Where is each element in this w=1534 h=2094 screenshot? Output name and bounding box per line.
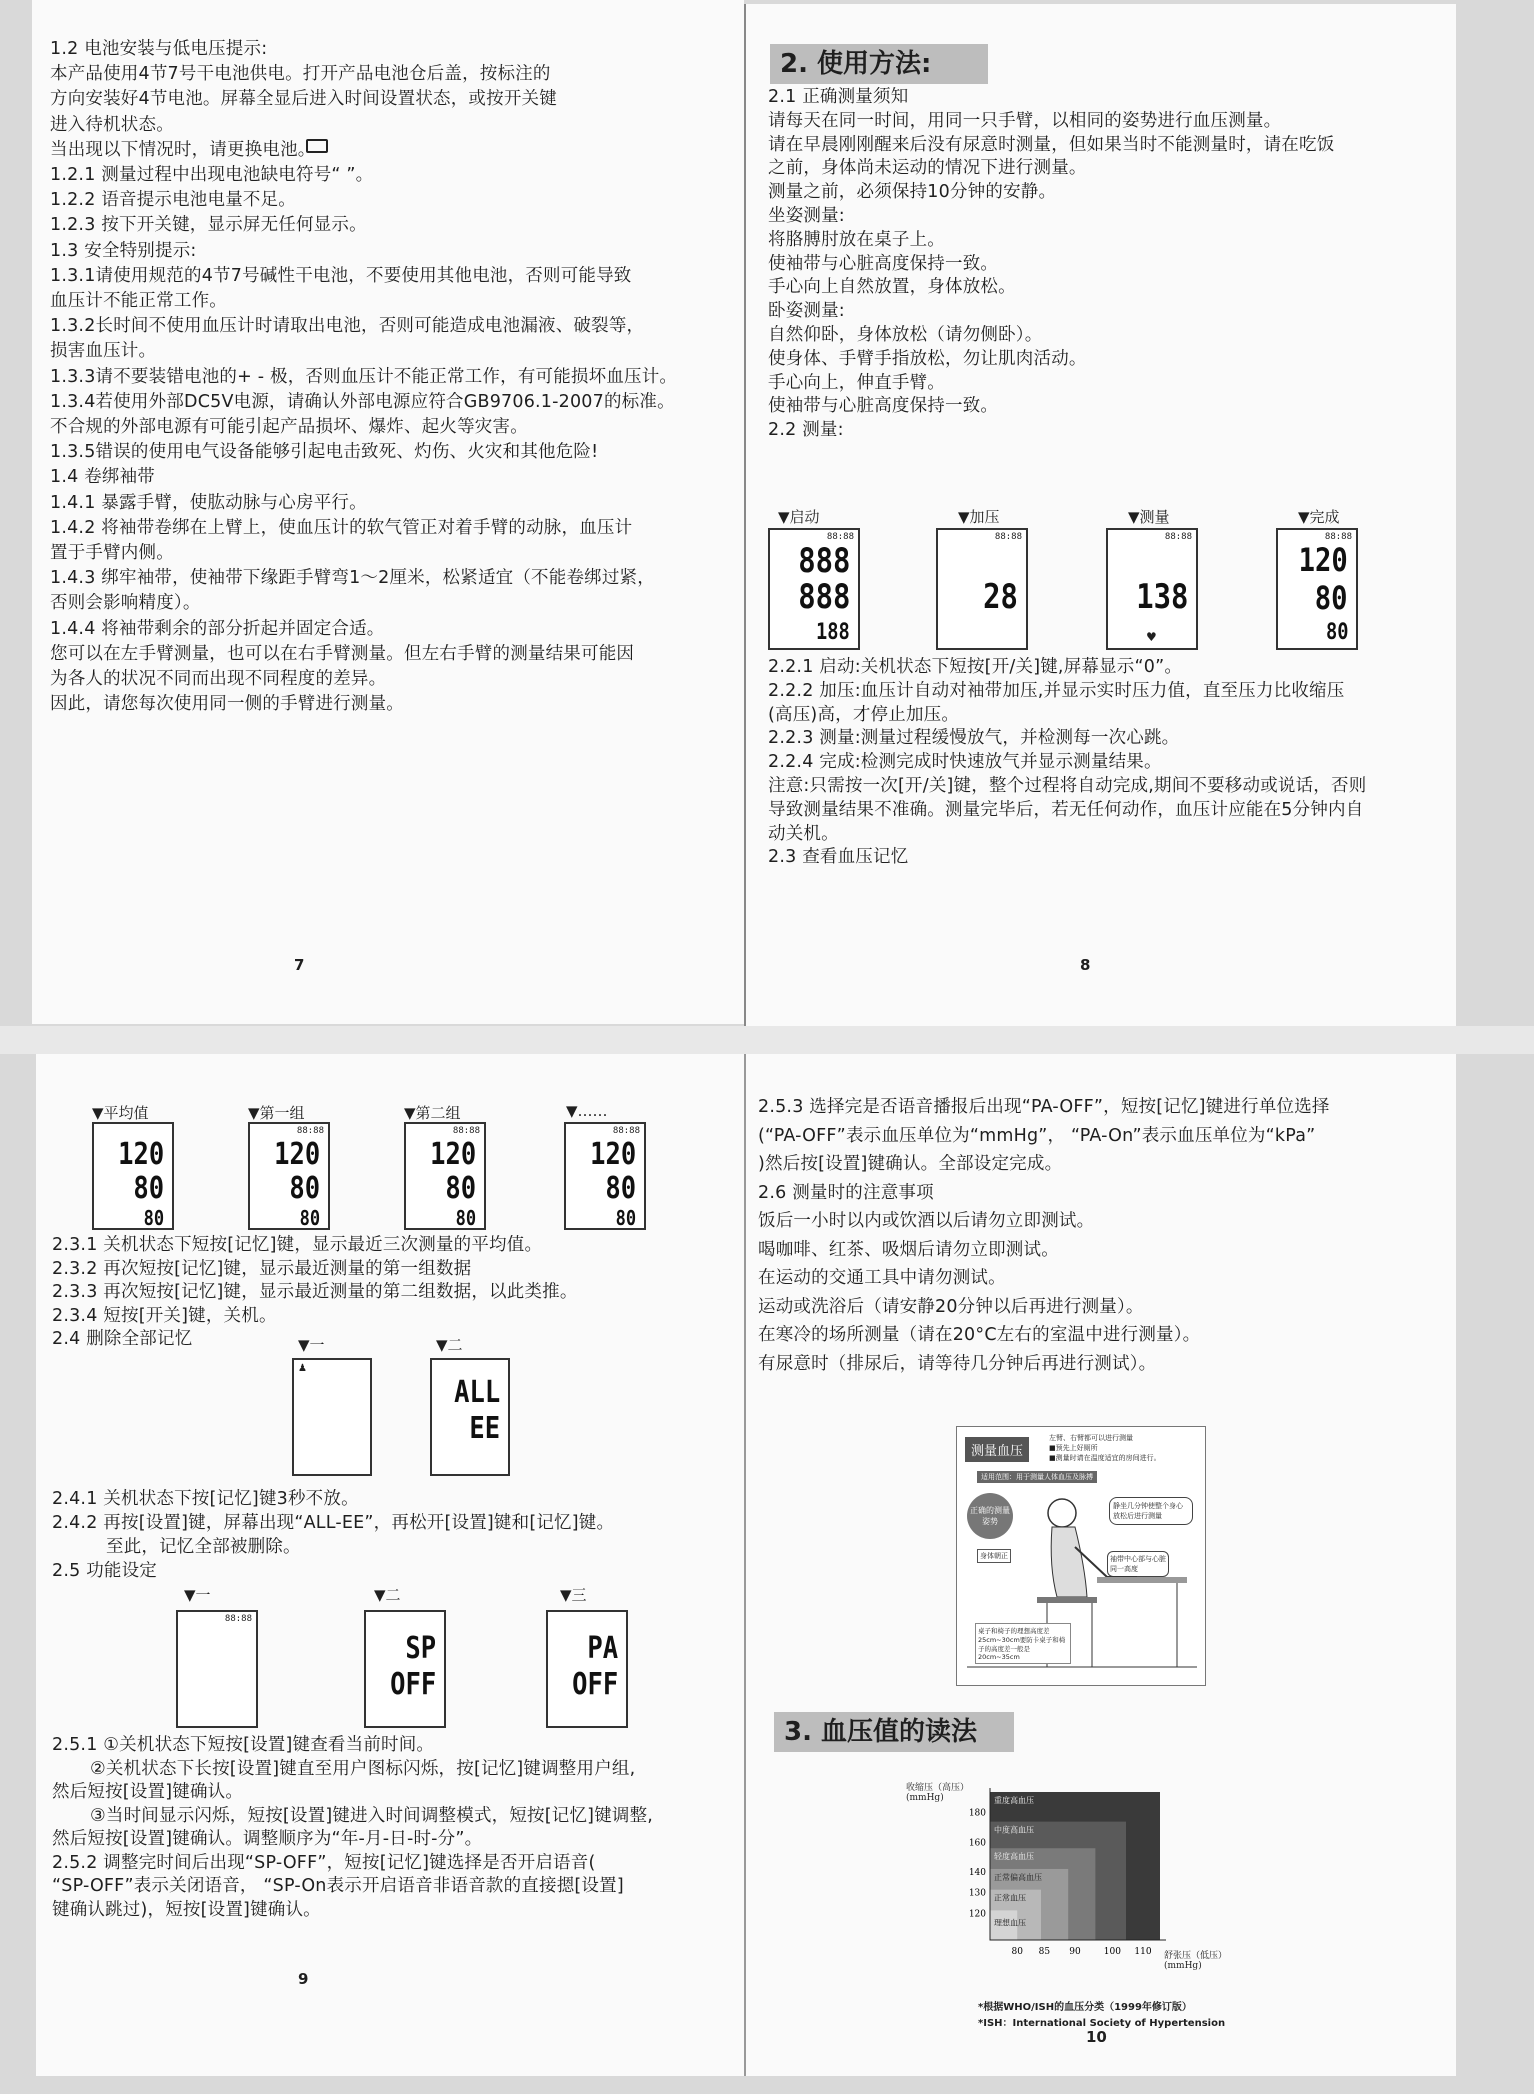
delete-label-1: ▼一 xyxy=(298,1336,325,1354)
stage-label-start: ▼启动 xyxy=(778,508,820,526)
memory-lcd xyxy=(248,1122,330,1230)
text-line: 2.2.1 启动:关机状态下短按[开/关]键,屏幕显示“0”。 xyxy=(768,657,1183,677)
text-line: 1.3.1请使用规范的4节7号碱性干电池，不要使用其他电池，否则可能导致 xyxy=(50,265,632,286)
bp-chart xyxy=(906,1780,1236,1990)
text-line: 为各人的状况不同而出现不同程度的差异。 xyxy=(50,669,387,689)
text-line: 进入待机状态。 xyxy=(50,114,174,135)
delete-lcd-2 xyxy=(430,1358,510,1476)
text-line: 2.1 正确测量须知 xyxy=(768,87,909,107)
heart-icon: ♥ xyxy=(1146,630,1157,644)
text-line: 至此，记忆全部被删除。 xyxy=(106,1537,301,1557)
func-lcd-time xyxy=(176,1610,258,1728)
text-line: 1.4.4 将袖带剩余的部分折起并固定合适。 xyxy=(50,618,385,639)
chart-band-label: 理想血压 xyxy=(994,1918,1026,1928)
footnote-2: *ISH：International Society of Hypertension xyxy=(978,2018,1226,2029)
text-line: 方向安装好4节电池。屏幕全显后进入时间设置状态，或按开关键 xyxy=(50,89,557,110)
memory-label-more: ▼…… xyxy=(566,1102,608,1120)
chart-band-label: 正常偏高血压 xyxy=(994,1872,1042,1882)
page-number: 8 xyxy=(1080,956,1091,974)
page-8 xyxy=(744,4,1456,1026)
posture-figure xyxy=(956,1426,1206,1686)
text-line: 2.5.3 选择完是否语音播报后出现“PA-OFF”，短按[记忆]键进行单位选择 xyxy=(758,1097,1330,1117)
lcd-pulse: 80 xyxy=(455,1206,476,1230)
chart-x-tick: 110 xyxy=(1134,1947,1152,1957)
chart-svg xyxy=(906,1780,1236,1990)
text-line: 血压计不能正常工作。 xyxy=(50,291,227,311)
memory-lcd xyxy=(564,1122,646,1230)
lcd-time: 88:88 xyxy=(612,1126,640,1136)
footnote-1: *根据WHO/ISH的血压分类（1999年修订版） xyxy=(978,2002,1192,2013)
lcd-dia: 80 xyxy=(605,1171,636,1206)
lcd-sys: 120 xyxy=(589,1137,636,1172)
func-lcd-sp xyxy=(364,1610,446,1728)
chart-x-tick: 85 xyxy=(1038,1947,1051,1957)
lcd-sys: 120 xyxy=(117,1137,164,1172)
lcd-digits-3: 188 xyxy=(816,620,850,645)
text-line: 有尿意时（排尿后，请等待几分钟后再进行测试）。 xyxy=(758,1353,1157,1374)
text-line: (高压)高，才停止加压。 xyxy=(768,704,960,725)
text-line: 因此，请您每次使用同一侧的手臂进行测量。 xyxy=(50,694,404,715)
text-line: 注意:只需按一次[开/关]键，整个过程将自动完成,期间不要移动或说话，否则 xyxy=(768,776,1367,796)
text-line: 手心向上自然放置，身体放松。 xyxy=(768,277,1016,298)
text-line: 否则会影响精度）。 xyxy=(50,593,201,614)
text-line: 坐姿测量: xyxy=(768,206,845,226)
chart-band-label: 轻度高血压 xyxy=(994,1852,1034,1862)
lcd-pulse: 80 xyxy=(299,1206,320,1230)
chart-x-tick: 90 xyxy=(1069,1947,1081,1957)
text-line: 请每天在同一时间，用同一只手臂，以相同的姿势进行血压测量。 xyxy=(768,110,1282,131)
lcd-start xyxy=(768,528,860,650)
fig-bubble-1: 静坐几分钟使整个身心放松后进行测量 xyxy=(1109,1497,1193,1525)
stage-label-pressurize: ▼加压 xyxy=(958,508,1000,526)
lcd-value: 138 xyxy=(1135,577,1188,617)
text-line: 然后短按[设置]键确认。调整顺序为“年-月-日-时-分”。 xyxy=(52,1829,483,1849)
stage-label-done: ▼完成 xyxy=(1298,508,1340,526)
text-line: 2.6 测量时的注意事项 xyxy=(758,1182,934,1203)
lcd-dia: 80 xyxy=(445,1171,476,1206)
lcd-pulse: 80 xyxy=(615,1206,636,1230)
text-line: 2.4 删除全部记忆 xyxy=(52,1329,193,1349)
lcd-sp: SP xyxy=(405,1631,436,1666)
fig-table-note: 桌子和椅子的理想高度差 25cm~30cm要防卡桌子和椅子的高度差一般是20cm~35cm xyxy=(975,1623,1071,1664)
text-line: 2.3.1 关机状态下短按[记忆]键，显示最近三次测量的平均值。 xyxy=(52,1235,543,1255)
lcd-off: OFF xyxy=(571,1667,618,1702)
lcd-time: 88:88 xyxy=(1324,532,1352,542)
text-line: ③当时间显示闪烁，短按[设置]键进入时间调整模式，短按[记忆]键调整, xyxy=(90,1805,654,1826)
text-line: 2.3 查看血压记忆 xyxy=(768,847,909,868)
stage-label-measure: ▼测量 xyxy=(1128,508,1170,526)
text-line: 2.5 功能设定 xyxy=(52,1561,157,1581)
text-line: 使袖带与心脏高度保持一致。 xyxy=(768,396,999,417)
text-line: 您可以在左手臂测量，也可以在右手臂测量。但左右手臂的测量结果可能因 xyxy=(50,643,635,664)
text-line: (“PA-OFF”表示血压单位为“mmHg”， “PA-On”表示血压单位为“kPa” xyxy=(758,1125,1316,1146)
text-line: 当出现以下情况时，请更换电池。 xyxy=(50,139,316,160)
lcd-digits-1: 888 xyxy=(797,541,850,581)
text-line: 2.3.2 再次短按[记忆]键，显示最近测量的第一组数据 xyxy=(52,1258,472,1279)
memory-label-2: ▼第二组 xyxy=(404,1104,461,1122)
text-line: 1.3.3请不要装错电池的+ - 极，否则血压计不能正常工作，有可能损坏血压计。 xyxy=(50,366,678,387)
text-line: 置于手臂内侧。 xyxy=(50,543,174,563)
text-line: 1.4.3 绑牢袖带，使袖带下缘距手臂弯1～2厘米，松紧适宜（不能卷绑过紧， xyxy=(50,568,655,589)
lcd-dia: 80 xyxy=(133,1171,164,1206)
text-line: 手心向上，伸直手臂。 xyxy=(768,372,945,393)
text-line: 2.3.4 短按[开关]键，关机。 xyxy=(52,1305,277,1326)
text-line: 之前，身体尚未运动的情况下进行测量。 xyxy=(768,158,1087,179)
text-line: 2.2 测量: xyxy=(768,420,844,441)
page-10 xyxy=(744,1054,1456,2076)
text-line: 1.3.5错误的使用电气设备能够引起电击致死、灼伤、火灾和其他危险! xyxy=(50,442,599,463)
delete-lcd-1 xyxy=(292,1358,372,1476)
text-line: 2.2.4 完成:检测完成时快速放气并显示测量结果。 xyxy=(768,752,1162,773)
lcd-value: 28 xyxy=(983,577,1018,617)
text-line: 1.3 安全特别提示: xyxy=(50,240,197,261)
chart-band-label: 重度高血压 xyxy=(994,1796,1034,1805)
text-line: 将胳膊肘放在桌子上。 xyxy=(768,229,945,250)
text-line: 使身体、手臂手指放松，勿让肌肉活动。 xyxy=(768,348,1087,369)
text-line: 喝咖啡、红茶、吸烟后请勿立即测试。 xyxy=(758,1239,1059,1260)
page-gap xyxy=(0,1026,1534,1054)
memory-lcd xyxy=(404,1122,486,1230)
fig-strap: 身体朝正 xyxy=(977,1549,1011,1563)
page-9 xyxy=(36,1054,744,2076)
lcd-all: ALL xyxy=(453,1375,500,1410)
chart-y-tick: 140 xyxy=(968,1867,986,1878)
memory-label-avg: ▼平均值 xyxy=(92,1104,149,1122)
section-header: 2. 使用方法: xyxy=(770,44,988,84)
lcd-measure xyxy=(1106,528,1198,650)
chart-y-tick: 160 xyxy=(968,1838,986,1849)
page-number: 9 xyxy=(298,1970,309,1988)
lcd-off: OFF xyxy=(389,1667,436,1702)
lcd-pulse: 80 xyxy=(143,1206,164,1230)
text-line: 损害血压计。 xyxy=(50,341,157,362)
text-line: 请在早晨刚刚醒来后没有尿意时测量，但如果当时不能测量时，请在吃饭 xyxy=(768,134,1335,155)
lcd-dia: 80 xyxy=(289,1171,320,1206)
text-line: 2.4.2 再按[设置]键，屏幕出现“ALL-EE”，再松开[设置]键和[记忆]键。 xyxy=(52,1513,615,1533)
lcd-sys: 120 xyxy=(429,1137,476,1172)
func-label-2: ▼二 xyxy=(374,1586,401,1604)
chart-x-tick: 80 xyxy=(1011,1947,1023,1957)
text-line: 键确认跳过)，短按[设置]键确认。 xyxy=(52,1899,321,1920)
low-battery-icon xyxy=(306,139,328,153)
text-line: 1.2.3 按下开关键，显示屏无任何显示。 xyxy=(50,215,367,236)
memory-label-1: ▼第一组 xyxy=(248,1104,305,1122)
text-line: 1.2.2 语音提示电池电量不足。 xyxy=(50,190,296,211)
chart-xlabel: 舒张压（低压）(mmHg) xyxy=(1164,1951,1228,1971)
lcd-digits-2: 888 xyxy=(797,577,850,617)
fig-note-3: ■测量时请在温度适宜的房间进行。 xyxy=(1049,1454,1161,1462)
lcd-time: 88:88 xyxy=(1164,532,1192,542)
memory-lcd xyxy=(92,1122,174,1230)
fig-badge: 正确的测量姿势 xyxy=(967,1493,1013,1539)
text-line: 导致测量结果不准确。测量完毕后，若无任何动作，血压计应能在5分钟内自 xyxy=(768,799,1364,820)
text-line: )然后按[设置]键确认。全部设定完成。 xyxy=(758,1154,1063,1174)
fig-bubble-2: 袖带中心部与心脏同一高度 xyxy=(1107,1551,1169,1577)
func-label-1: ▼一 xyxy=(184,1586,211,1604)
text-line: 饭后一小时以内或饮酒以后请勿立即测试。 xyxy=(758,1211,1095,1231)
fig-title: 测量血压 xyxy=(965,1437,1029,1462)
text-line: 2.2.2 加压:血压计自动对袖带加压,并显示实时压力值，直至压力比收缩压 xyxy=(768,680,1345,701)
lcd-pulse: 80 xyxy=(1325,620,1348,645)
text-line: 使袖带与心脏高度保持一致。 xyxy=(768,253,999,274)
text-line: 运动或洗浴后（请安静20分钟以后再进行测量）。 xyxy=(758,1296,1144,1317)
text-line: 在运动的交通工具中请勿测试。 xyxy=(758,1268,1006,1288)
text-line: 2.3.3 再次短按[记忆]键，显示最近测量的第二组数据，以此类推。 xyxy=(52,1282,578,1302)
page-7 xyxy=(32,0,744,1024)
lcd-time: 88:88 xyxy=(452,1126,480,1136)
fig-banner: 适用范围：用于测量人体血压及脉搏 xyxy=(977,1471,1097,1483)
user-icon: ♟ xyxy=(298,1363,307,1374)
text-line: 卧姿测量: xyxy=(768,301,845,322)
text-line: 1.4 卷绑袖带 xyxy=(50,467,155,488)
delete-label-2: ▼二 xyxy=(436,1336,463,1354)
text-line: 自然仰卧，身体放松（请勿侧卧）。 xyxy=(768,325,1043,345)
text-line: 2.5.1 ①关机状态下短按[设置]键查看当前时间。 xyxy=(52,1735,435,1755)
section-header: 3. 血压值的读法 xyxy=(774,1712,1014,1752)
chart-ylabel: 收缩压（高压）(mmHg) xyxy=(906,1783,970,1803)
lcd-done xyxy=(1276,528,1358,650)
text-line: ②关机状态下长按[设置]键直至用户图标闪烁，按[记忆]键调整用户组, xyxy=(90,1758,636,1779)
text-line: 不合规的外部电源有可能引起产品损坏、爆炸、起火等灾害。 xyxy=(50,417,528,437)
text-line: 在寒冷的场所测量（请在20°C左右的室温中进行测量）。 xyxy=(758,1325,1201,1345)
text-line: 1.3.4若使用外部DC5V电源，请确认外部电源应符合GB9706.1-2007的标准。 xyxy=(50,391,675,412)
text-line: 动关机。 xyxy=(768,823,839,844)
text-line: 2.4.1 关机状态下按[记忆]键3秒不放。 xyxy=(52,1489,359,1509)
lcd-dia: 80 xyxy=(1315,579,1348,617)
text-line: 1.4.2 将袖带卷绑在上臂上，使血压计的软气管正对着手臂的动脉，血压计 xyxy=(50,517,633,538)
page-number: 10 xyxy=(1086,2028,1107,2046)
chart-y-tick: 130 xyxy=(968,1888,986,1899)
page-number: 7 xyxy=(294,956,305,974)
text-line: 1.4.1 暴露手臂，使肱动脉与心房平行。 xyxy=(50,492,367,513)
text-line: 然后短按[设置]键确认。 xyxy=(52,1782,244,1802)
text-line: 测量之前，必须保持10分钟的安静。 xyxy=(768,182,1057,203)
func-label-3: ▼三 xyxy=(560,1586,587,1604)
chart-band-label: 正常血压 xyxy=(994,1893,1026,1903)
lcd-sys: 120 xyxy=(1298,541,1348,579)
lcd-sys: 120 xyxy=(273,1137,320,1172)
fig-note-1: 左臂、右臂都可以进行测量 xyxy=(1049,1434,1133,1442)
text-line: 1.2 电池安装与低电压提示: xyxy=(50,39,268,59)
chart-y-tick: 120 xyxy=(968,1909,986,1920)
text-line: 1.2.1 测量过程中出现电池缺电符号“ ”。 xyxy=(50,165,374,185)
lcd-time: 88:88 xyxy=(826,532,854,542)
chart-band-label: 中度高血压 xyxy=(994,1825,1034,1835)
chart-x-tick: 100 xyxy=(1103,1947,1121,1957)
lcd-time: 88:88 xyxy=(296,1126,324,1136)
lcd-pressurize xyxy=(936,528,1028,650)
lcd-time: 88:88 xyxy=(224,1614,252,1624)
chart-y-tick: 180 xyxy=(968,1808,986,1819)
text-line: 2.5.2 调整完时间后出现“SP-OFF”，短按[记忆]键选择是否开启语音( xyxy=(52,1852,596,1873)
text-line: 本产品使用4节7号干电池供电。打开产品电池仓后盖，按标注的 xyxy=(50,64,551,85)
fig-note-2: ■预先上好厕所 xyxy=(1049,1444,1098,1452)
func-lcd-pa xyxy=(546,1610,628,1728)
lcd-time: 88:88 xyxy=(994,532,1022,542)
lcd-pa: PA xyxy=(587,1631,618,1666)
lcd-ee: EE xyxy=(469,1411,500,1446)
text-line: 2.2.3 测量:测量过程缓慢放气，并检测每一次心跳。 xyxy=(768,728,1180,749)
text-line: 1.3.2长时间不使用血压计时请取出电池，否则可能造成电池漏液、破裂等， xyxy=(50,316,645,337)
text-line: “SP-OFF”表示关闭语音， “SP-On表示开启语音非语音款的直接摁[设置] xyxy=(52,1876,624,1896)
